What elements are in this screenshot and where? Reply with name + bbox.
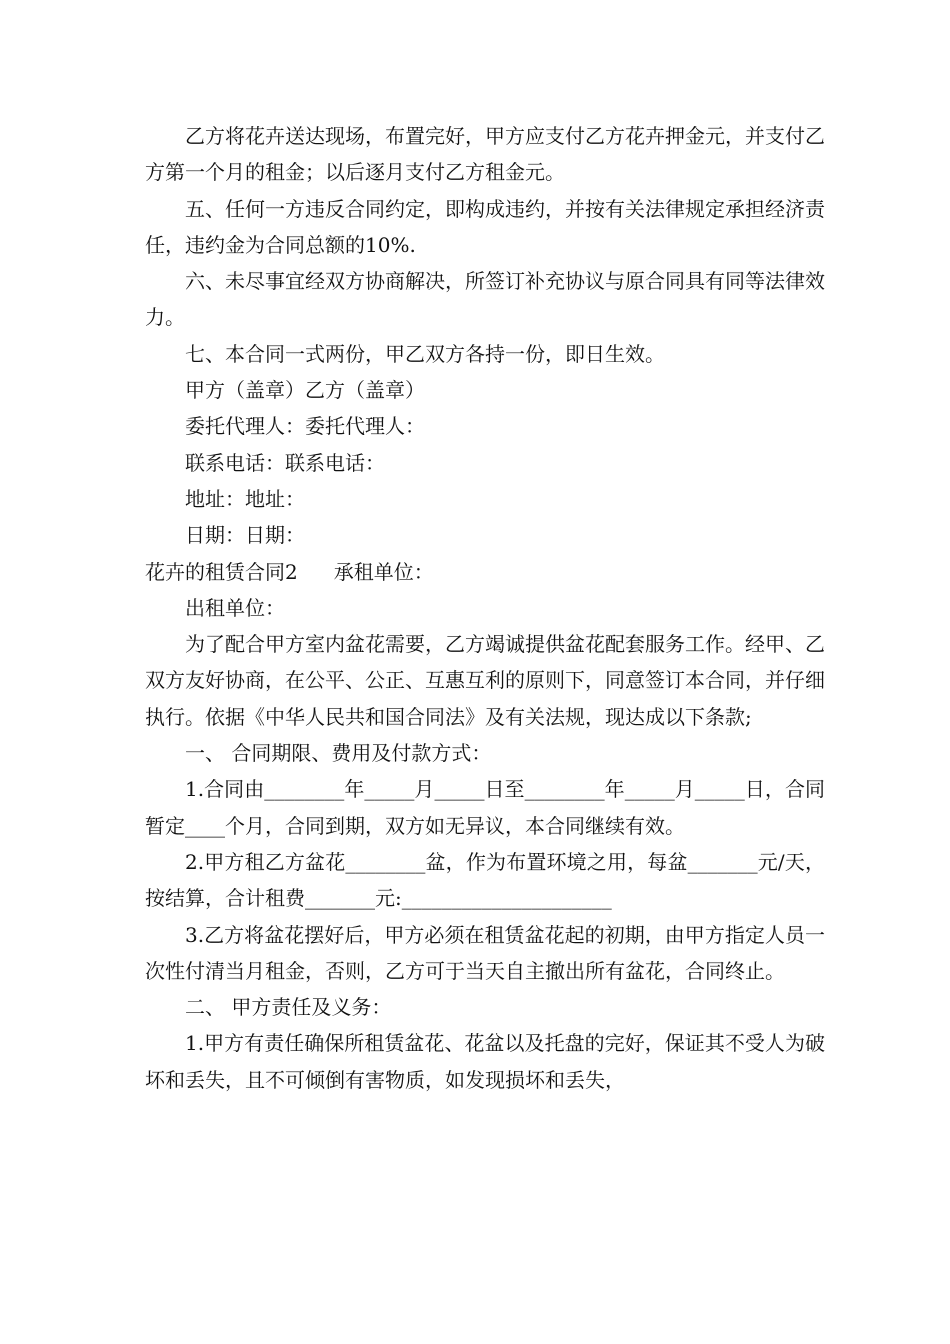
clause-1-2-fees: 2.甲方租乙方盆花________盆，作为布置环境之用，每盆_______元/天，按结算，合计租费_______元:_____________________ xyxy=(145,849,825,911)
paragraph-clause-5-breach: 五、任何一方违反合同约定，即构成违约，并按有关法律规定承担经济责任，违约金为合同总额的10%. xyxy=(145,196,825,257)
document-page xyxy=(145,118,825,1098)
paragraph-flower-delivery: 乙方将花卉送达现场，布置完好，甲方应支付乙方花卉押金元，并支付乙方第一个月的租金；以后逐月支付乙方租金元。 xyxy=(145,124,825,185)
paragraph-preamble: 为了配合甲方室内盆花需要，乙方竭诚提供盆花配套服务工作。经甲、乙双方友好协商，在公平、公正、互惠互利的原则下，同意签订本合同，并仔细执行。依据《中华人民共和国合同法》及有关法规，现达成以下条款; xyxy=(145,632,825,729)
paragraph-clause-6-supplement: 六、未尽事宜经双方协商解决，所签订补充协议与原合同具有同等法律效力。 xyxy=(145,269,825,330)
signature-phone-line: 联系电话：联系电话： xyxy=(185,450,385,475)
signature-agent-line: 委托代理人：委托代理人： xyxy=(185,414,425,439)
signature-seal-line: 甲方（盖章）乙方（盖章） xyxy=(185,378,425,403)
signature-address-line: 地址：地址： xyxy=(185,486,305,511)
lessor-label: 出租单位： xyxy=(185,595,285,620)
paragraph-clause-7-copies: 七、本合同一式两份，甲乙双方各持一份，即日生效。 xyxy=(185,341,665,366)
signature-date-line: 日期：日期： xyxy=(185,523,305,548)
clause-2-1-responsibility: 1.甲方有责任确保所租赁盆花、花盆以及托盘的完好，保证其不受人为破坏和丢失，且不可倾倒有害物质，如发现损坏和丢失， xyxy=(145,1031,825,1092)
lessee-label: 承租单位： xyxy=(333,559,434,584)
section-1-heading: 一、 合同期限、费用及付款方式： xyxy=(185,741,492,766)
section-2-heading: 二、 甲方责任及义务： xyxy=(185,995,392,1020)
contract-2-heading xyxy=(145,554,825,590)
clause-1-3-payment: 3.乙方将盆花摆好后，甲方必须在租赁盆花起的初期，由甲方指定人员一次性付清当月租金，否则，乙方可于当天自主撤出所有盆花，合同终止。 xyxy=(145,922,825,983)
contract-2-title: 花卉的租赁合同2 xyxy=(145,559,298,584)
clause-1-1-term: 1.合同由________年_____月_____日至________年_____月_____日，合同暂定____个月，合同到期，双方如无异议，本合同继续有效。 xyxy=(145,777,825,838)
